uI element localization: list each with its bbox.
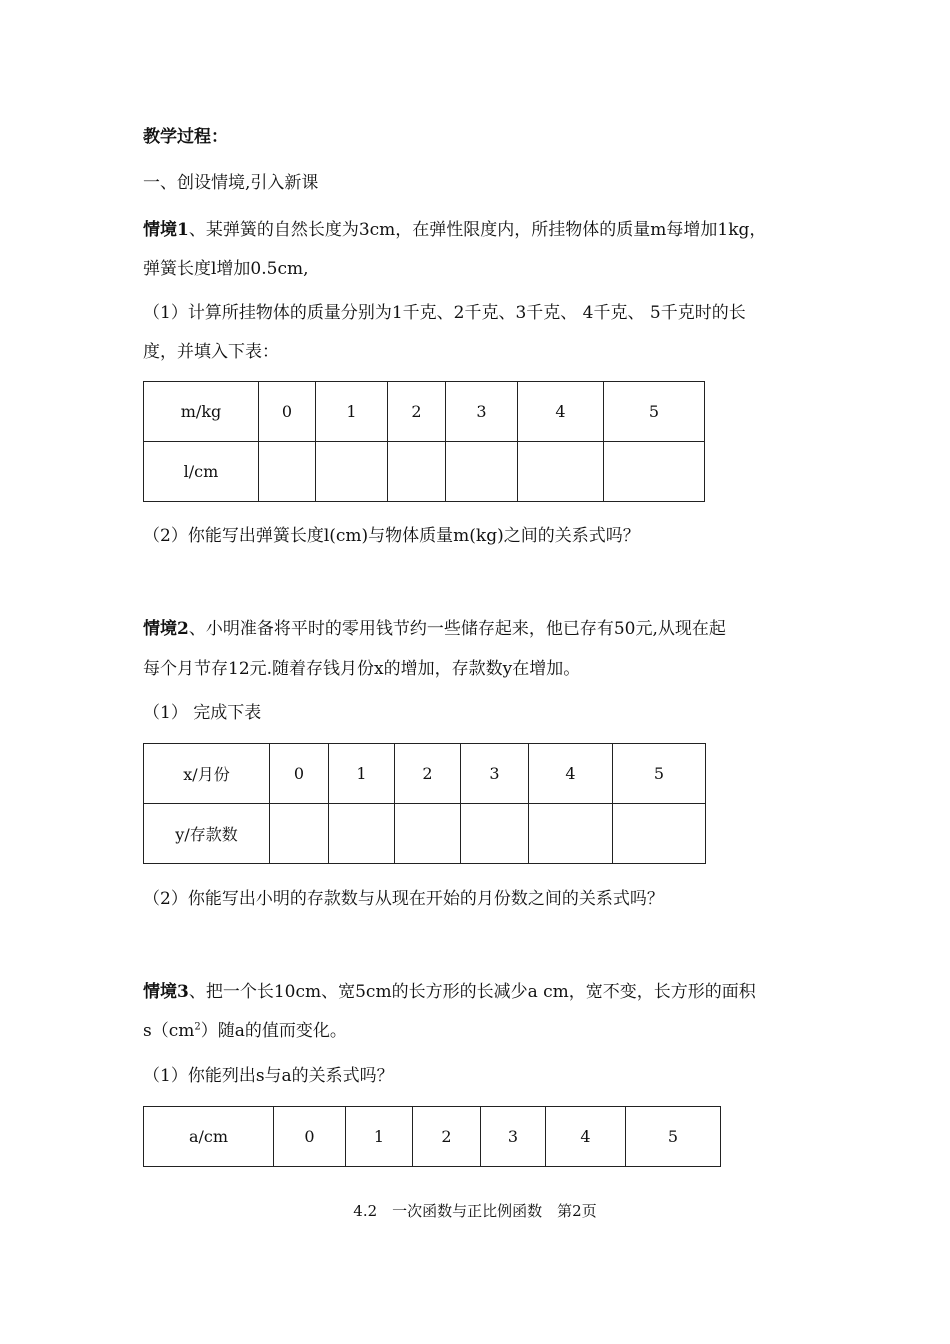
section-title: 一、创设情境,引入新课 <box>143 173 319 193</box>
scenario1-line2: 弹簧长度l增加0.5cm, <box>143 259 309 279</box>
scenario3-line2 <box>143 1016 347 1041</box>
scenario1-label: 情境1 <box>143 220 189 240</box>
blank-cell[interactable] <box>270 804 329 864</box>
heading: 教学过程： <box>143 127 228 147</box>
table-cell: 1 <box>329 744 395 804</box>
table-row-header: y/存款数 <box>144 804 270 864</box>
superscript: 2 <box>194 1021 201 1033</box>
table-cell: 1 <box>346 1107 413 1167</box>
scenario3-text2a: s（cm <box>143 1021 195 1041</box>
blank-cell[interactable] <box>259 442 316 502</box>
table-cell: 5 <box>604 382 705 442</box>
scenario3-line1 <box>143 977 756 1002</box>
table-row-header: l/cm <box>144 442 259 502</box>
scenario3-table <box>143 1106 721 1167</box>
table-cell: 4 <box>546 1107 626 1167</box>
blank-cell[interactable] <box>395 804 461 864</box>
table-cell: 3 <box>461 744 529 804</box>
table-cell: 2 <box>413 1107 481 1167</box>
table-cell: 0 <box>259 382 316 442</box>
blank-cell[interactable] <box>518 442 604 502</box>
table-row-header: a/cm <box>144 1107 274 1167</box>
table-row <box>144 442 705 502</box>
table-cell: 2 <box>395 744 461 804</box>
blank-cell[interactable] <box>388 442 446 502</box>
scenario1-text1: 、某弹簧的自然长度为3cm，在弹性限度内，所挂物体的质量m每增加1kg， <box>188 220 767 240</box>
scenario3-label: 情境3 <box>143 982 189 1002</box>
table-row-header: x/月份 <box>144 744 270 804</box>
table-cell: 1 <box>316 382 388 442</box>
blank-cell[interactable] <box>461 804 529 864</box>
scenario1-line1 <box>143 215 766 240</box>
table-cell: 0 <box>270 744 329 804</box>
page-footer: 4.2 一次函数与正比例函数 第2页 <box>353 1202 597 1220</box>
table-cell: 4 <box>518 382 604 442</box>
scenario2-line2: 每个月节存12元.随着存钱月份x的增加，存款数y在增加。 <box>143 659 581 679</box>
scenario2-text1: 、小明准备将平时的零用钱节约一些储存起来，他已存有50元,从现在起 <box>188 619 726 639</box>
table-cell: 4 <box>529 744 613 804</box>
table-cell: 5 <box>613 744 706 804</box>
blank-cell[interactable] <box>613 804 706 864</box>
table-cell: 2 <box>388 382 446 442</box>
scenario1-q1-line1: （1）计算所挂物体的质量分别为1千克、2千克、3千克、 4千克、 5千克时的长 <box>143 303 746 323</box>
table-cell: 3 <box>446 382 518 442</box>
scenario3-text1: 、把一个长10cm、宽5cm的长方形的长减少a cm，宽不变，长方形的面积 <box>188 982 756 1002</box>
blank-cell[interactable] <box>604 442 705 502</box>
table-row <box>144 804 706 864</box>
scenario2-q2: （2）你能写出小明的存款数与从现在开始的月份数之间的关系式吗？ <box>143 889 664 909</box>
table-row-header: m/kg <box>144 382 259 442</box>
scenario1-table <box>143 381 705 502</box>
scenario2-line1 <box>143 614 726 639</box>
table-row <box>144 382 705 442</box>
scenario1-q1-line2: 度，并填入下表： <box>143 342 279 362</box>
table-row <box>144 744 706 804</box>
blank-cell[interactable] <box>529 804 613 864</box>
table-cell: 5 <box>626 1107 721 1167</box>
blank-cell[interactable] <box>316 442 388 502</box>
scenario2-q1: （1） 完成下表 <box>143 703 262 723</box>
table-row <box>144 1107 721 1167</box>
table-cell: 0 <box>274 1107 346 1167</box>
scenario1-q2: （2）你能写出弹簧长度l(cm)与物体质量m(kg)之间的关系式吗？ <box>143 526 640 546</box>
scenario3-q1: （1）你能列出s与a的关系式吗？ <box>143 1066 394 1086</box>
blank-cell[interactable] <box>329 804 395 864</box>
scenario3-text2b: ）随a的值而变化。 <box>200 1021 347 1041</box>
table-cell: 3 <box>481 1107 546 1167</box>
scenario2-table <box>143 743 706 864</box>
scenario2-label: 情境2 <box>143 619 189 639</box>
blank-cell[interactable] <box>446 442 518 502</box>
